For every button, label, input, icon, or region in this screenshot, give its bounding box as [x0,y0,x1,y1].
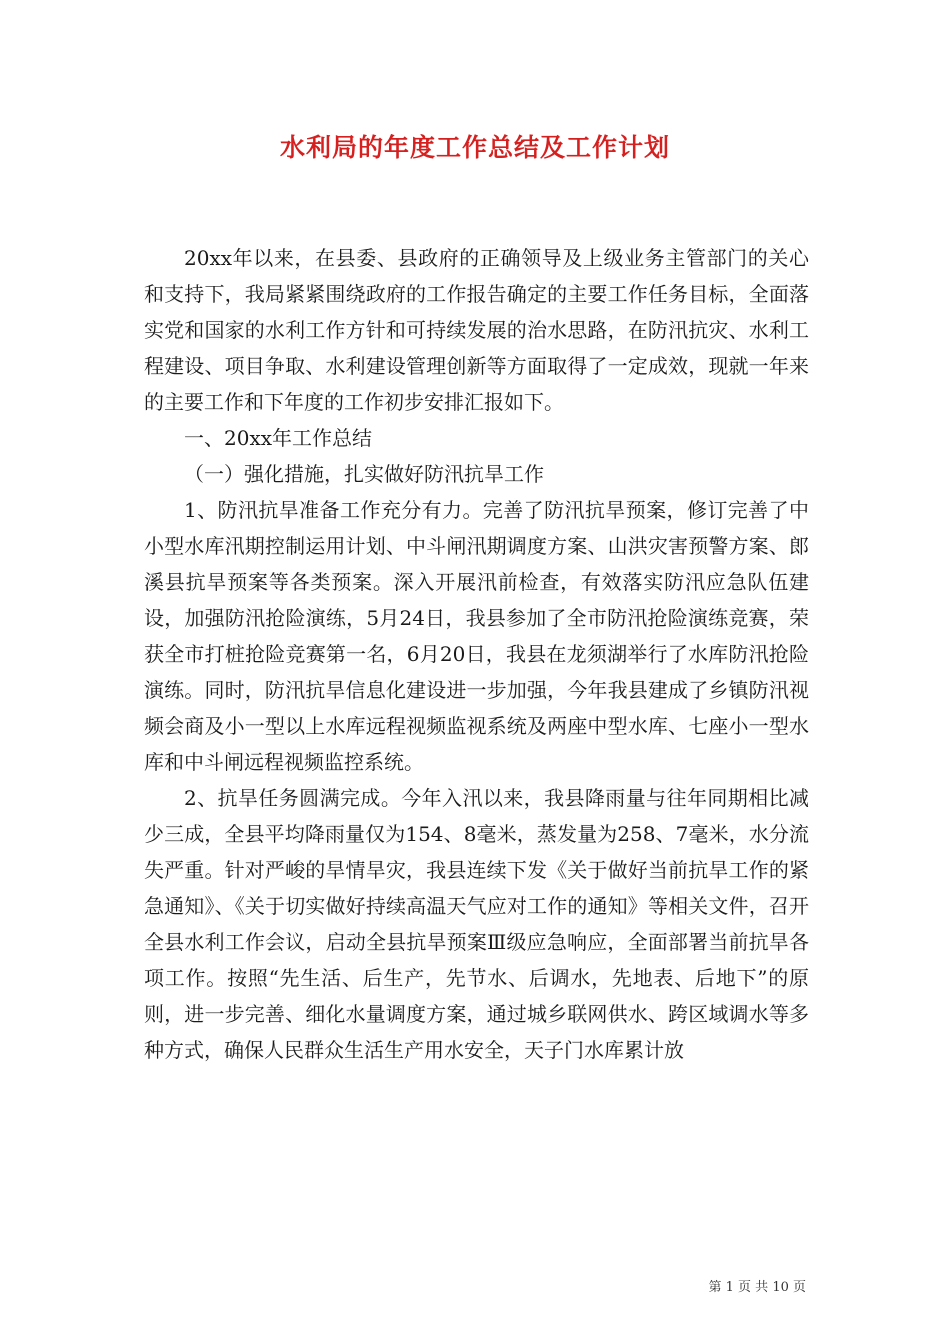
drought-relief-paragraph: 2、抗旱任务圆满完成。今年入汛以来，我县降雨量与往年同期相比减少三成，全县平均降雨量仅为154、8毫米，蒸发量为258、7毫米，水分流失严重。针对严峻的旱情旱灾，我县连续下发《关于做好当前抗旱工作的紧急通知》、《关于切实做好持续高温天气应对工作的通知》等相关文件，召开全县水利工作会议，启动全县抗旱预案Ⅲ级应急响应，全面部署当前抗旱各项工作。按照“先生活、后生产，先节水、后调水，先地表、后地下”的原则，进一步完善、细化水量调度方案，通过城乡联网供水、跨区域调水等多种方式，确保人民群众生活生产用水安全，天子门水库累计放 [144,786,809,1062]
intro-paragraph: 20xx年以来，在县委、县政府的正确领导及上级业务主管部门的关心和支持下，我局紧紧围绕政府的工作报告确定的主要工作任务目标，全面落实党和国家的水利工作方针和可持续发展的治水思路，在防汛抗灾、水利工程建设、项目争取、水利建设管理创新等方面取得了一定成效，现就一年来的主要工作和下年度的工作初步安排汇报如下。 [144,246,809,414]
subsection-heading: （一）强化措施，扎实做好防汛抗旱工作 [184,462,544,486]
section-heading: 一、20xx年工作总结 [184,426,373,450]
flood-prevention-paragraph: 1、防汛抗旱准备工作充分有力。完善了防汛抗旱预案，修订完善了中小型水库汛期控制运用计划、中斗闸汛期调度方案、山洪灾害预警方案、郎溪县抗旱预案等各类预案。深入开展汛前检查，有效落实防汛应急队伍建设，加强防汛抢险演练，5月24日，我县参加了全市防汛抢险演练竞赛，荣获全市打桩抢险竞赛第一名，6月20日，我县在龙须湖举行了水库防汛抢险演练。同时，防汛抗旱信息化建设进一步加强，今年我县建成了乡镇防汛视频会商及小一型以上水库远程视频监视系统及两座中型水库、七座小一型水库和中斗闸远程视频监控系统。 [144,498,809,774]
document-body [144,240,809,1068]
page-number: 第 1 页 共 10 页 [708,1280,806,1295]
document-title: 水利局的年度工作总结及工作计划 [279,133,670,162]
